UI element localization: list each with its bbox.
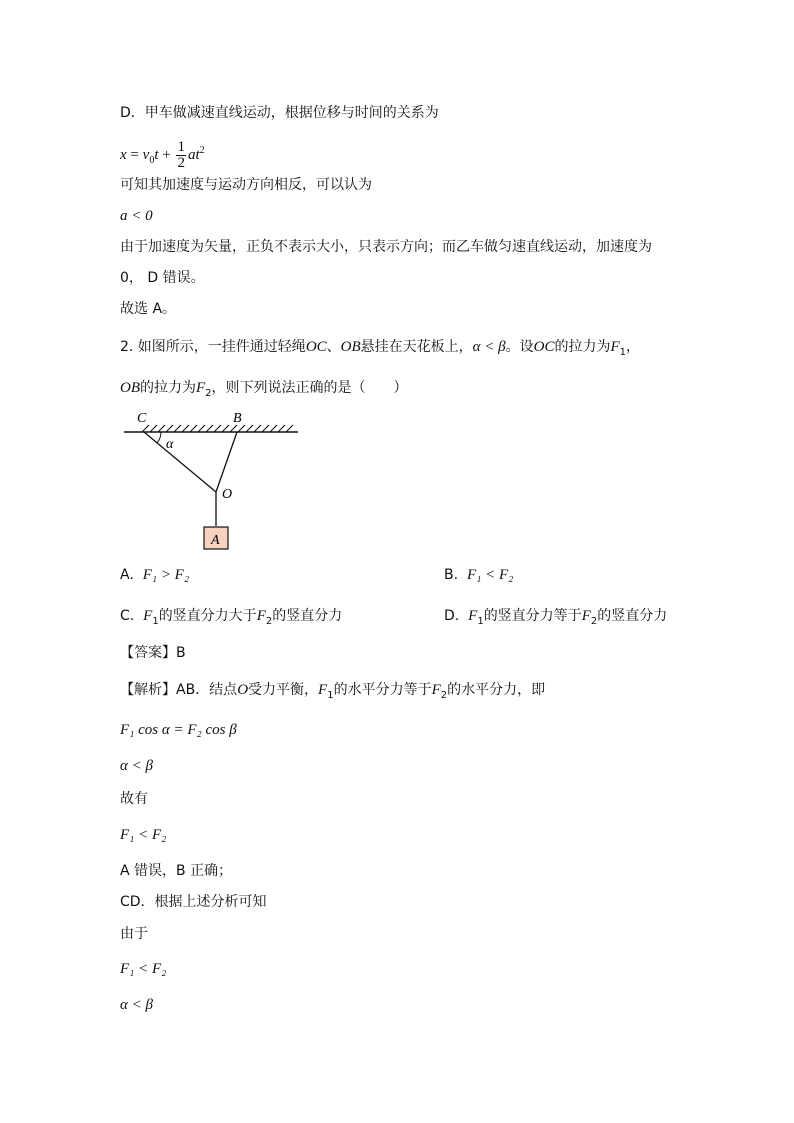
formula-a: a <box>187 147 196 163</box>
q2-f2-sub: 2 <box>205 387 212 399</box>
kinematics-formula <box>120 131 205 171</box>
analysis-f2-sub: 2 <box>440 689 448 701</box>
q2-comma: ， <box>626 339 641 355</box>
analysis-head: 【解析】AB．结点 <box>120 682 238 698</box>
analysis-because: 由于 <box>120 926 148 942</box>
option-b-text: F₁ < F₂ <box>466 567 514 583</box>
option-d-f1-sub: 1 <box>477 615 484 627</box>
analysis-equation: F₁ cos α = F₂ cos β <box>120 722 237 738</box>
q2-tail2: 的拉力为 <box>554 339 611 355</box>
option-b[interactable] <box>444 565 513 585</box>
label-b: B <box>233 411 242 426</box>
analysis-condition2: α < β <box>120 997 153 1013</box>
fraction-denominator: 2 <box>177 155 185 172</box>
question-2-line2 <box>120 378 408 404</box>
rope-oc <box>144 432 216 492</box>
hanging-object-diagram <box>118 404 308 554</box>
analysis-text1: 受力平衡， <box>248 682 319 698</box>
analysis-result1: F₁ < F₂ <box>120 827 167 843</box>
option-d[interactable] <box>444 606 667 632</box>
q2-oc2: OC <box>533 339 555 355</box>
option-c-f2-sub: 2 <box>265 615 273 627</box>
angle-alpha-arc <box>157 432 161 443</box>
q2-f2: F <box>196 380 206 396</box>
acceleration-inequality: a < 0 <box>120 208 153 224</box>
analysis-line1 <box>120 680 545 706</box>
q2-f1: F <box>610 339 620 355</box>
analysis-f1: F <box>318 682 328 698</box>
option-c-mid: 的竖直分力大于 <box>158 608 257 624</box>
option-d-letter: D. <box>444 608 460 624</box>
analysis-therefore: 故有 <box>120 791 148 807</box>
q2-ob2: OB <box>120 380 140 396</box>
d-option-conclusion: 故选 A。 <box>120 301 177 317</box>
formula-x: x <box>120 147 127 163</box>
analysis-text2: 的水平分力等于 <box>333 682 432 698</box>
analysis-result2: F₁ < F₂ <box>120 961 167 977</box>
analysis-condition1: α < β <box>120 758 153 774</box>
formula-t: t <box>154 147 159 163</box>
q2-condition: α < β <box>472 339 506 355</box>
formula-t2: t <box>195 147 200 163</box>
analysis-text3: 的水平分力，即 <box>447 682 546 698</box>
q2-f1-sub: 1 <box>619 346 627 358</box>
option-c[interactable] <box>120 606 342 632</box>
fraction-numerator: 1 <box>177 139 185 156</box>
label-alpha: α <box>166 437 174 452</box>
q2-number: 2. 如图所示，一挂件通过轻绳 <box>120 339 306 355</box>
analysis-f1-sub: 1 <box>327 689 334 701</box>
label-a: A <box>211 533 220 548</box>
option-d-mid: 的竖直分力等于 <box>483 608 582 624</box>
d-option-intro: D．甲车做减速直线运动，根据位移与时间的关系为 <box>120 105 439 121</box>
q2-sep: 、 <box>326 339 341 355</box>
formula-v: v <box>142 147 150 163</box>
analysis-cd: CD．根据上述分析可知 <box>120 894 267 910</box>
analysis-verdict: A 错误，B 正确； <box>120 863 233 879</box>
analysis-f2: F <box>431 682 441 698</box>
label-o: O <box>222 487 233 502</box>
q2-ob: OB <box>340 339 361 355</box>
q2-l2a: 的拉力为 <box>140 380 196 396</box>
formula-fraction <box>176 140 186 171</box>
d-option-text3: 由于加速度为矢量，正负不表示大小，只表示方向；而乙车做匀速直线运动，加速度为 <box>120 239 652 255</box>
option-c-letter: C. <box>120 608 135 624</box>
answer: 【答案】B <box>120 645 186 661</box>
option-a[interactable] <box>120 565 189 585</box>
d-option-text2: 可知其加速度与运动方向相反，可以认为 <box>120 177 372 193</box>
rope-ob <box>216 432 237 492</box>
ceiling-hatching <box>142 425 293 432</box>
option-d-f1: F <box>468 608 478 624</box>
q2-mid: 悬挂在天花板上， <box>360 339 473 355</box>
q2-oc: OC <box>305 339 327 355</box>
formula-v-sub: 0 <box>149 155 155 166</box>
q2-tail1: 。设 <box>505 339 534 355</box>
option-a-letter: A. <box>120 567 134 583</box>
analysis-o: O <box>237 682 249 698</box>
formula-plus: + <box>162 147 171 163</box>
option-a-text: F₁ > F₂ <box>142 567 190 583</box>
option-d-f2: F <box>581 608 591 624</box>
q2-l2b: ，则下列说法正确的是（ ） <box>211 380 408 396</box>
label-c: C <box>137 411 147 426</box>
option-c-f1-sub: 1 <box>152 615 159 627</box>
d-option-text4: 0， D 错误。 <box>120 270 205 286</box>
option-d-f2-sub: 2 <box>590 615 598 627</box>
formula-eq: = <box>130 147 139 163</box>
question-2-line1 <box>120 337 640 363</box>
option-c-f1: F <box>143 608 153 624</box>
option-b-letter: B. <box>444 567 459 583</box>
option-c-f2: F <box>256 608 266 624</box>
option-c-post: 的竖直分力 <box>272 608 343 624</box>
formula-exp: 2 <box>199 145 205 156</box>
option-d-post: 的竖直分力 <box>597 608 668 624</box>
